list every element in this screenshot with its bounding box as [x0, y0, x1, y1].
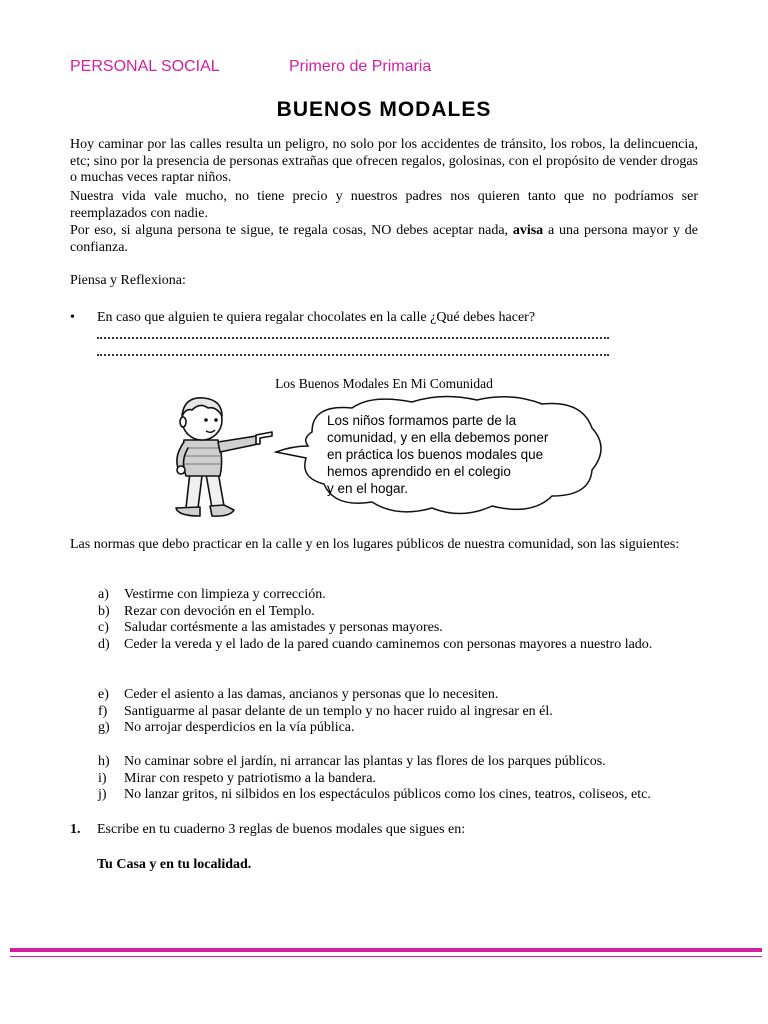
grade-label: Primero de Primaria [289, 58, 432, 75]
intro-paragraph-3: Por eso, si alguna persona te sigue, te regala cosas, NO debes aceptar nada, avisa a una persona mayor y de confianza. [70, 223, 698, 255]
list-item: j) No lanzar gritos, ni silbidos en los espectáculos públicos como los cines, teatros, coliseos, etc. [98, 787, 651, 802]
norms-list-group-2 [70, 687, 698, 737]
norms-intro: Las normas que debo practicar en la calle y en los lugares públicos de nuestra comunidad, son las siguientes: [70, 537, 680, 552]
list-item: i) Mirar con respeto y patriotismo a la bandera. [98, 770, 376, 786]
subject-label: PERSONAL SOCIAL [70, 58, 220, 75]
list-item: d) Ceder la vereda y el lado de la pared cuando caminemos con personas mayores a nuestro lado. [98, 636, 653, 652]
speech-bubble-text: Los niños formamos parte de la comunidad, y en ella debemos poner en práctica los buenos modales que hemos aprendido en el colegio y en el hogar. [327, 413, 549, 496]
norms-list-group-1 [70, 587, 698, 653]
list-item: c) Saludar cortésmente a las amistades y personas mayores. [98, 620, 443, 635]
intro-paragraph-1: Hoy caminar por las calles resulta un peligro, no solo por los accidentes de tránsito, los robos, la delincuencia, etc; sino por la presencia de personas extrañas que ofrecen regalos, golosinas, con el propósito de vender drogas o muchas veces raptar niños. [70, 137, 698, 185]
list-item: h) No caminar sobre el jardín, ni arrancar las plantas y las flores de los parques públicos. [98, 754, 606, 769]
list-item: b) Rezar con devoción en el Templo. [98, 603, 315, 619]
norms-list-group-3 [70, 754, 698, 804]
illustration-caption: Los Buenos Modales En Mi Comunidad [275, 376, 493, 391]
list-item: e) Ceder el asiento a las damas, ancianos y personas que lo necesiten. [98, 687, 499, 702]
list-item: a) Vestirme con limpieza y corrección. [98, 587, 326, 602]
reflect-question: En caso que alguien te quiera regalar chocolates en la calle ¿Qué debes hacer? [97, 310, 536, 325]
exercise-target: Tu Casa y en tu localidad. [97, 857, 252, 872]
page-title: BUENOS MODALES [276, 98, 492, 121]
footer-rule-thin [10, 956, 762, 957]
footer-rule-thick [10, 948, 762, 952]
answer-line-2 [97, 344, 609, 356]
bullet-marker: • [70, 310, 75, 325]
list-item: f) Santiguarme al pasar delante de un templo y no hacer ruido al ingresar en él. [98, 703, 553, 719]
exercise-text: Escribe en tu cuaderno 3 reglas de buenos modales que sigues en: [97, 822, 466, 837]
boy-pointing-illustration [160, 390, 280, 522]
intro-paragraph-2: Nuestra vida vale mucho, no tiene precio y nuestros padres nos quieren tanto que no podríamos ser reemplazados con nadie. [70, 189, 698, 221]
bold-word: avisa [512, 223, 544, 238]
exercise-number: 1. [70, 822, 81, 837]
list-item: g) No arrojar desperdicios en la vía pública. [98, 720, 355, 735]
reflect-heading: Piensa y Reflexiona: [70, 273, 186, 288]
answer-line-1 [97, 327, 609, 339]
